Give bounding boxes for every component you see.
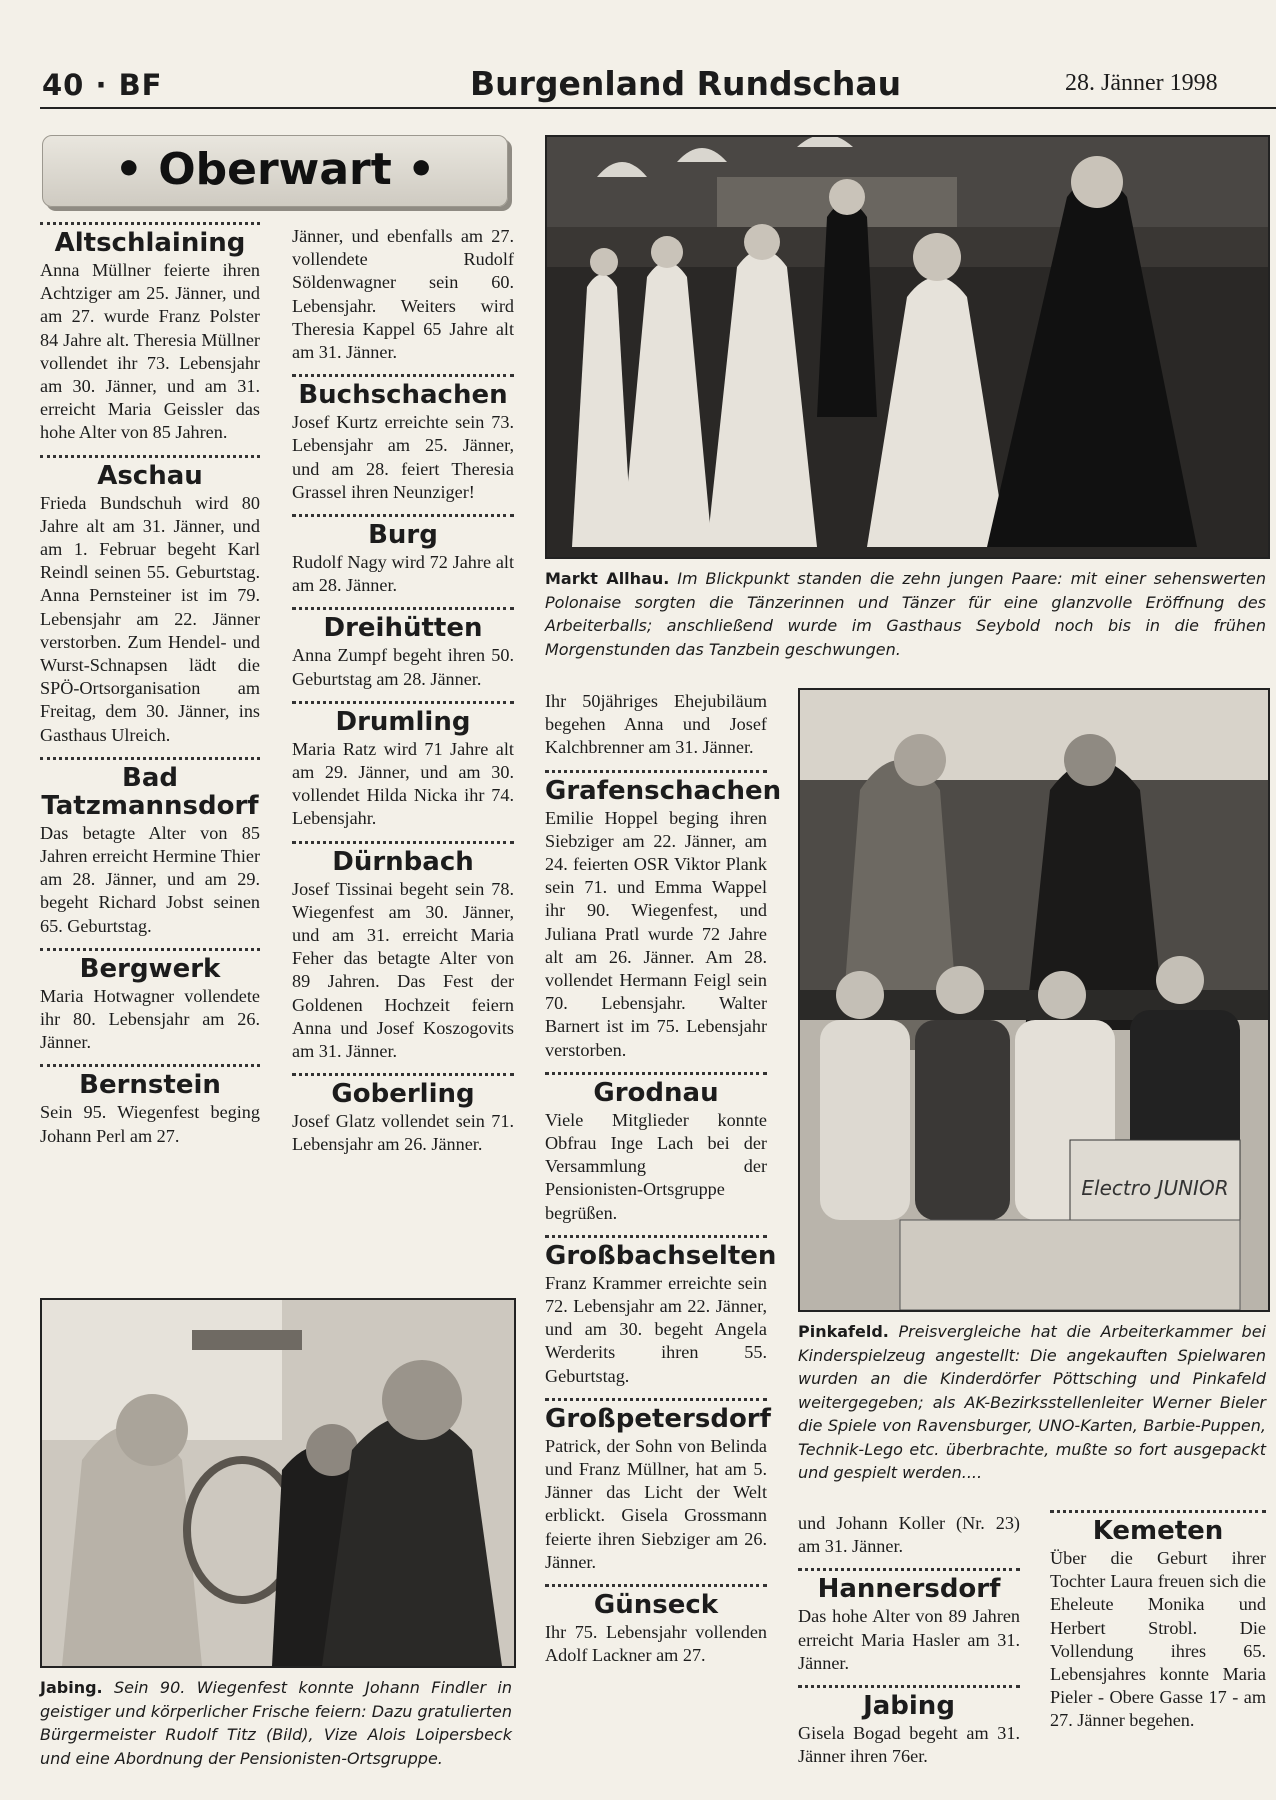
caption-place: Pinkafeld. [798,1322,889,1341]
town-heading: Bad Tatzmannsdorf [41,762,259,821]
section-title: • Oberwart • [114,144,436,195]
divider [40,1064,260,1067]
caption-text: Im Blickpunkt standen die zehn jungen Paare: mit einer sehenswerten Polonaise sorgten die Tänzerinnen und Tänzer für eine glanzvolle Eröffnung des Arbeiterballs; anschließend wurde im Gasthaus Seybold noch bis in die frühen Morgenstunden das Tanzbein geschwungen. [545,569,1266,659]
caption-place: Markt Allhau. [545,569,670,588]
caption-jabing [40,1676,512,1770]
town-heading: Hannersdorf [817,1574,1001,1605]
divider [292,514,514,517]
town-heading: Drumling [335,706,471,737]
divider [545,1235,767,1238]
divider [40,455,260,458]
photo-pinkafeld [798,688,1270,1312]
divider [292,701,514,704]
town-heading: Großpetersdorf [545,1403,771,1434]
news-item: Anna Müllner feierte ihren Achtziger am 25. Jänner, und am 27. wurde Franz Polster 84 Jahre alt. Theresia Müllner vollendet ihr 73. Lebensjahr am 30. Jänner, und am 31. erreicht Maria Geissler das hohe Alter von 85 Jahren. [40,260,260,443]
page-number: 40 · BF [42,68,163,102]
news-item: Josef Tissinai begeht sein 78. Wiegenfest am 30. Jänner, und am 31. erreicht Maria Feher das betagte Alter von 89 Jahren. Das Fest der Goldenen Hochzeit feiern Anna und Josef Koszogovits am 31. Jänner. [292,878,514,1062]
birthday-congratulation-image [42,1300,514,1666]
column-2 [292,225,514,1157]
photo-markt-allhau [545,135,1270,559]
news-item: Rudolf Nagy wird 72 Jahre alt am 28. Jänner. [292,552,514,596]
divider [545,1398,767,1401]
toy-box-label: Electro JUNIOR [1081,1176,1229,1200]
news-item: Maria Hotwagner vollendete ihr 80. Lebensjahr am 26. Jänner. [40,985,260,1053]
news-item: Patrick, der Sohn von Belinda und Franz Müllner, hat am 5. Jänner das Licht der Welt erblickt. Gisela Grossmann feierte ihren Siebziger am 26. Jänner. [545,1435,767,1572]
town-heading: Altschlaining [54,228,246,258]
caption-text: Preisvergleiche hat die Arbeiterkammer bei Kinderspielzeug angestellt: Die angekauften Spielwaren wurden an die Kinderdörfer Pöttsching und Pinkafeld weitergegeben; als AK-Bezirksstellenleiter Werner Bieler die Spiele von Ravensburger, UNO-Karten, Barbie-Puppen, Technik-Lego etc. überbrachte, mußte so fort ausgepackt und gespielt werden.... [798,1322,1266,1482]
news-item: Das betagte Alter von 85 Jahren erreicht Hermine Thier am 28. Jänner, und am 29. begeht Richard Jobst seinen 65. Geburtstag. [40,822,260,936]
divider [292,607,514,610]
town-heading: Kemeten [1092,1516,1224,1546]
news-item: Über die Geburt ihrer Tochter Laura freuen sich die Eheleute Monika und Herbert Strobl. Die Vollendung ihres 65. Lebensjahres konnte Maria Pieler - Obere Gasse 17 - am 27. Jänner begehen. [1050,1548,1266,1731]
news-item: Anna Zumpf begeht ihren 50. Geburtstag am 28. Jänner. [292,645,514,689]
news-item: Frieda Bundschuh wird 80 Jahre alt am 31. Jänner, und am 1. Februar begeht Karl Reindl seinen 55. Geburtstag. Anna Pernsteiner ist im 79. Lebensjahr am 22. Jänner verstorben. Zum Hendel- und Wurst-Schnapsen lädt die SPÖ-Ortsorganisation am Freitag, dem 30. Jänner, ins Gasthaus Ulreich. [40,492,260,745]
news-item: Ihr 75. Lebensjahr vollenden Adolf Lackner am 27. [545,1622,767,1666]
newspaper-title: Burgenland Rundschau [470,64,902,103]
town-heading: Dreihütten [323,613,483,644]
column-3 [545,690,782,1668]
divider [545,770,767,773]
divider [545,1072,767,1075]
column-5 [1050,1510,1266,1733]
column-4 [798,1512,1020,1768]
divider [292,374,514,377]
divider [545,1584,767,1587]
photo-jabing [40,1298,516,1668]
divider [292,1073,514,1076]
news-item: Jänner, und ebenfalls am 27. vollendete Rudolf Söldenwagner sein 60. Lebensjahr. Weiters wird Theresia Kappel 65 Jahre alt am 31. Jänner. [292,226,514,363]
town-heading: Günseck [593,1590,719,1621]
issue-date: 28. Jänner 1998 [1065,70,1218,96]
town-heading: Dürnbach [332,846,474,877]
town-heading: Grodnau [593,1077,719,1108]
town-heading: Bernstein [79,1070,221,1101]
caption-place: Jabing. [40,1678,103,1697]
divider [798,1568,1020,1571]
caption-pinkafeld [798,1320,1266,1485]
news-item: und Johann Koller (Nr. 23) am 31. Jänner. [798,1513,1020,1557]
news-item: Gisela Bogad begeht am 31. Jänner ihren 76er. [798,1723,1020,1767]
news-item: Josef Glatz vollendet sein 71. Lebensjahr am 26. Jänner. [292,1111,514,1155]
news-item: Josef Kurtz erreichte sein 73. Lebensjahr am 25. Jänner, und am 28. feiert Theresia Grassel ihren Neunziger! [292,412,514,502]
divider [40,222,260,225]
news-item: Sein 95. Wiegenfest beging Johann Perl am 27. [40,1102,260,1146]
town-heading: Großbachselten [545,1240,777,1271]
divider [40,757,260,760]
divider [292,841,514,844]
news-item: Maria Ratz wird 71 Jahre alt am 29. Jänner, und am 30. vollendet Hilda Nicka ihr 74. Lebensjahr. [292,738,514,829]
section-tab [42,135,508,207]
divider [798,1685,1020,1688]
news-item: Viele Mitglieder konnte Obfrau Inge Lach bei der Versammlung der Pensionisten-Ortsgruppe begrüßen. [545,1109,767,1223]
caption-markt-allhau [545,567,1266,661]
town-heading: Buchschachen [298,380,508,411]
news-item: Franz Krammer erreichte sein 72. Lebensjahr am 22. Jänner, und am 30. begeht Angela Werderits ihren 55. Geburtstag. [545,1272,767,1386]
town-heading: Grafenschachen [545,775,782,806]
caption-text: Sein 90. Wiegenfest konnte Johann Findler in geistiger und körperlicher Frische feiern: Dazu gratulierten Bürgermeister Rudolf Titz (Bild), Vize Alois Loipersbeck und eine Abordnung der Pensionisten-Ortsgruppe. [40,1678,513,1768]
town-heading: Jabing [863,1691,955,1722]
toy-presentation-image [800,690,1268,1310]
divider [40,948,260,951]
header-rule [40,107,1276,109]
town-heading: Bergwerk [79,953,221,984]
news-item: Das hohe Alter von 89 Jahren erreicht Maria Hasler am 31. Jänner. [798,1606,1020,1673]
column-1 [40,222,260,1148]
town-heading: Goberling [331,1079,475,1110]
news-item: Emilie Hoppel beging ihren Siebziger am 22. Jänner, am 24. feierten OSR Viktor Plank sein 71. und Emma Wappel ihr 90. Wiegenfest, und Juliana Pratl wurde 72 Jahre alt am 26. Jänner. Am 28. vollendet Hermann Feigl sein 70. Lebensjahr. Walter Barnert ist im 75. Lebensjahr verstorben. [545,807,767,1060]
ball-dancers-image [547,137,1268,557]
town-heading: Aschau [97,460,203,491]
divider [1050,1510,1266,1513]
town-heading: Burg [368,520,438,551]
news-item: Ihr 50jähriges Ehejubiläum begehen Anna und Josef Kalchbrenner am 31. Jänner. [545,691,767,758]
